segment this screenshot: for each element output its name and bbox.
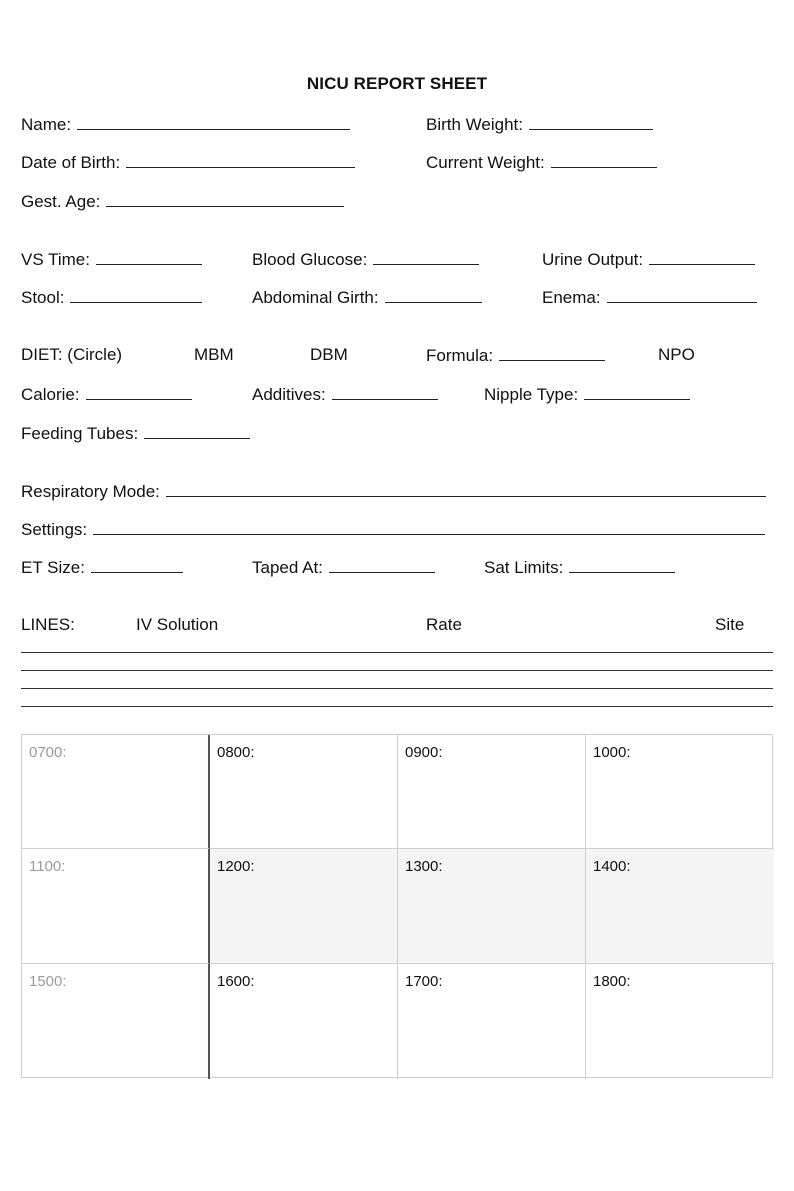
- urine-output-label: Urine Output:: [542, 250, 644, 269]
- lines-row-4[interactable]: [21, 706, 773, 707]
- urine-output-blank[interactable]: [649, 249, 755, 265]
- taped-at-field[interactable]: [252, 557, 435, 578]
- vs-time-field[interactable]: [21, 249, 202, 270]
- time-cell[interactable]: [22, 735, 210, 849]
- time-cell[interactable]: [586, 964, 774, 1079]
- feeding-tubes-field[interactable]: [21, 423, 250, 444]
- vs-time-label: VS Time:: [21, 250, 90, 269]
- feeding-tubes-blank[interactable]: [144, 423, 250, 439]
- diet-label: DIET: (Circle): [21, 345, 123, 364]
- settings-blank[interactable]: [93, 519, 765, 535]
- blood-glucose-field[interactable]: [252, 249, 479, 270]
- sat-limits-label: Sat Limits:: [484, 558, 564, 577]
- nipple-type-field[interactable]: [484, 384, 690, 405]
- feeding-tubes-label: Feeding Tubes:: [21, 424, 139, 443]
- birth-weight-field[interactable]: [426, 114, 653, 135]
- enema-label: Enema:: [542, 288, 601, 307]
- time-label: 1400:: [593, 858, 631, 875]
- lines-row-1[interactable]: [21, 652, 773, 653]
- stool-field[interactable]: [21, 287, 202, 308]
- time-cell[interactable]: [22, 849, 210, 964]
- time-cell[interactable]: [210, 735, 398, 849]
- enema-blank[interactable]: [607, 287, 757, 303]
- lines-label: LINES:: [21, 615, 75, 634]
- additives-label: Additives:: [252, 385, 326, 404]
- urine-output-field[interactable]: [542, 249, 755, 270]
- time-label: 1500:: [29, 973, 67, 990]
- time-label: 1200:: [217, 858, 255, 875]
- et-size-field[interactable]: [21, 557, 183, 578]
- abdominal-girth-field[interactable]: [252, 287, 482, 308]
- formula-label: Formula:: [426, 346, 494, 365]
- stool-blank[interactable]: [70, 287, 202, 303]
- gest-age-blank[interactable]: [106, 191, 344, 207]
- hourly-grid: [21, 734, 773, 1078]
- sat-limits-field[interactable]: [484, 557, 675, 578]
- nipple-type-blank[interactable]: [584, 384, 690, 400]
- name-blank[interactable]: [77, 114, 350, 130]
- lines-row-3[interactable]: [21, 688, 773, 689]
- time-label: 0900:: [405, 744, 443, 761]
- time-label: 1000:: [593, 744, 631, 761]
- respiratory-mode-field[interactable]: [21, 481, 766, 502]
- respiratory-mode-blank[interactable]: [166, 481, 766, 497]
- iv-solution-header: IV Solution: [136, 615, 219, 634]
- sat-limits-blank[interactable]: [569, 557, 675, 573]
- time-cell[interactable]: [586, 735, 774, 849]
- birth-weight-label: Birth Weight:: [426, 115, 524, 134]
- current-weight-blank[interactable]: [551, 152, 657, 168]
- additives-blank[interactable]: [332, 384, 438, 400]
- time-cell[interactable]: [398, 735, 586, 849]
- time-cell[interactable]: [586, 849, 774, 964]
- diet-option-npo[interactable]: NPO: [658, 345, 695, 364]
- stool-label: Stool:: [21, 288, 65, 307]
- blood-glucose-blank[interactable]: [373, 249, 479, 265]
- settings-field[interactable]: [21, 519, 765, 540]
- calorie-blank[interactable]: [86, 384, 192, 400]
- diet-option-dbm[interactable]: DBM: [310, 345, 348, 364]
- abdominal-girth-label: Abdominal Girth:: [252, 288, 379, 307]
- time-label: 0800:: [217, 744, 255, 761]
- dob-blank[interactable]: [126, 152, 355, 168]
- current-weight-field[interactable]: [426, 152, 657, 173]
- name-field[interactable]: [21, 114, 350, 135]
- site-header: Site: [715, 615, 745, 634]
- gest-age-label: Gest. Age:: [21, 192, 101, 211]
- time-label: 0700:: [29, 744, 67, 761]
- dob-field[interactable]: [21, 152, 355, 173]
- et-size-blank[interactable]: [91, 557, 183, 573]
- time-cell[interactable]: [398, 964, 586, 1079]
- settings-label: Settings:: [21, 520, 88, 539]
- time-cell[interactable]: [210, 964, 398, 1079]
- dob-label: Date of Birth:: [21, 153, 121, 172]
- lines-row-2[interactable]: [21, 670, 773, 671]
- formula-field[interactable]: [426, 345, 605, 366]
- time-label: 1600:: [217, 973, 255, 990]
- taped-at-blank[interactable]: [329, 557, 435, 573]
- formula-blank[interactable]: [499, 345, 605, 361]
- time-label: 1700:: [405, 973, 443, 990]
- additives-field[interactable]: [252, 384, 438, 405]
- calorie-field[interactable]: [21, 384, 192, 405]
- blood-glucose-label: Blood Glucose:: [252, 250, 368, 269]
- nipple-type-label: Nipple Type:: [484, 385, 579, 404]
- current-weight-label: Current Weight:: [426, 153, 545, 172]
- gest-age-field[interactable]: [21, 191, 344, 212]
- time-cell[interactable]: [398, 849, 586, 964]
- time-cell[interactable]: [22, 964, 210, 1079]
- vs-time-blank[interactable]: [96, 249, 202, 265]
- enema-field[interactable]: [542, 287, 757, 308]
- taped-at-label: Taped At:: [252, 558, 323, 577]
- time-cell[interactable]: [210, 849, 398, 964]
- page-title: NICU REPORT SHEET: [306, 74, 488, 93]
- time-label: 1800:: [593, 973, 631, 990]
- birth-weight-blank[interactable]: [529, 114, 653, 130]
- abdominal-girth-blank[interactable]: [385, 287, 482, 303]
- time-label: 1100:: [29, 858, 66, 875]
- calorie-label: Calorie:: [21, 385, 80, 404]
- respiratory-mode-label: Respiratory Mode:: [21, 482, 160, 501]
- name-label: Name:: [21, 115, 72, 134]
- time-label: 1300:: [405, 858, 443, 875]
- rate-header: Rate: [426, 615, 462, 634]
- diet-option-mbm[interactable]: MBM: [194, 345, 234, 364]
- et-size-label: ET Size:: [21, 558, 85, 577]
